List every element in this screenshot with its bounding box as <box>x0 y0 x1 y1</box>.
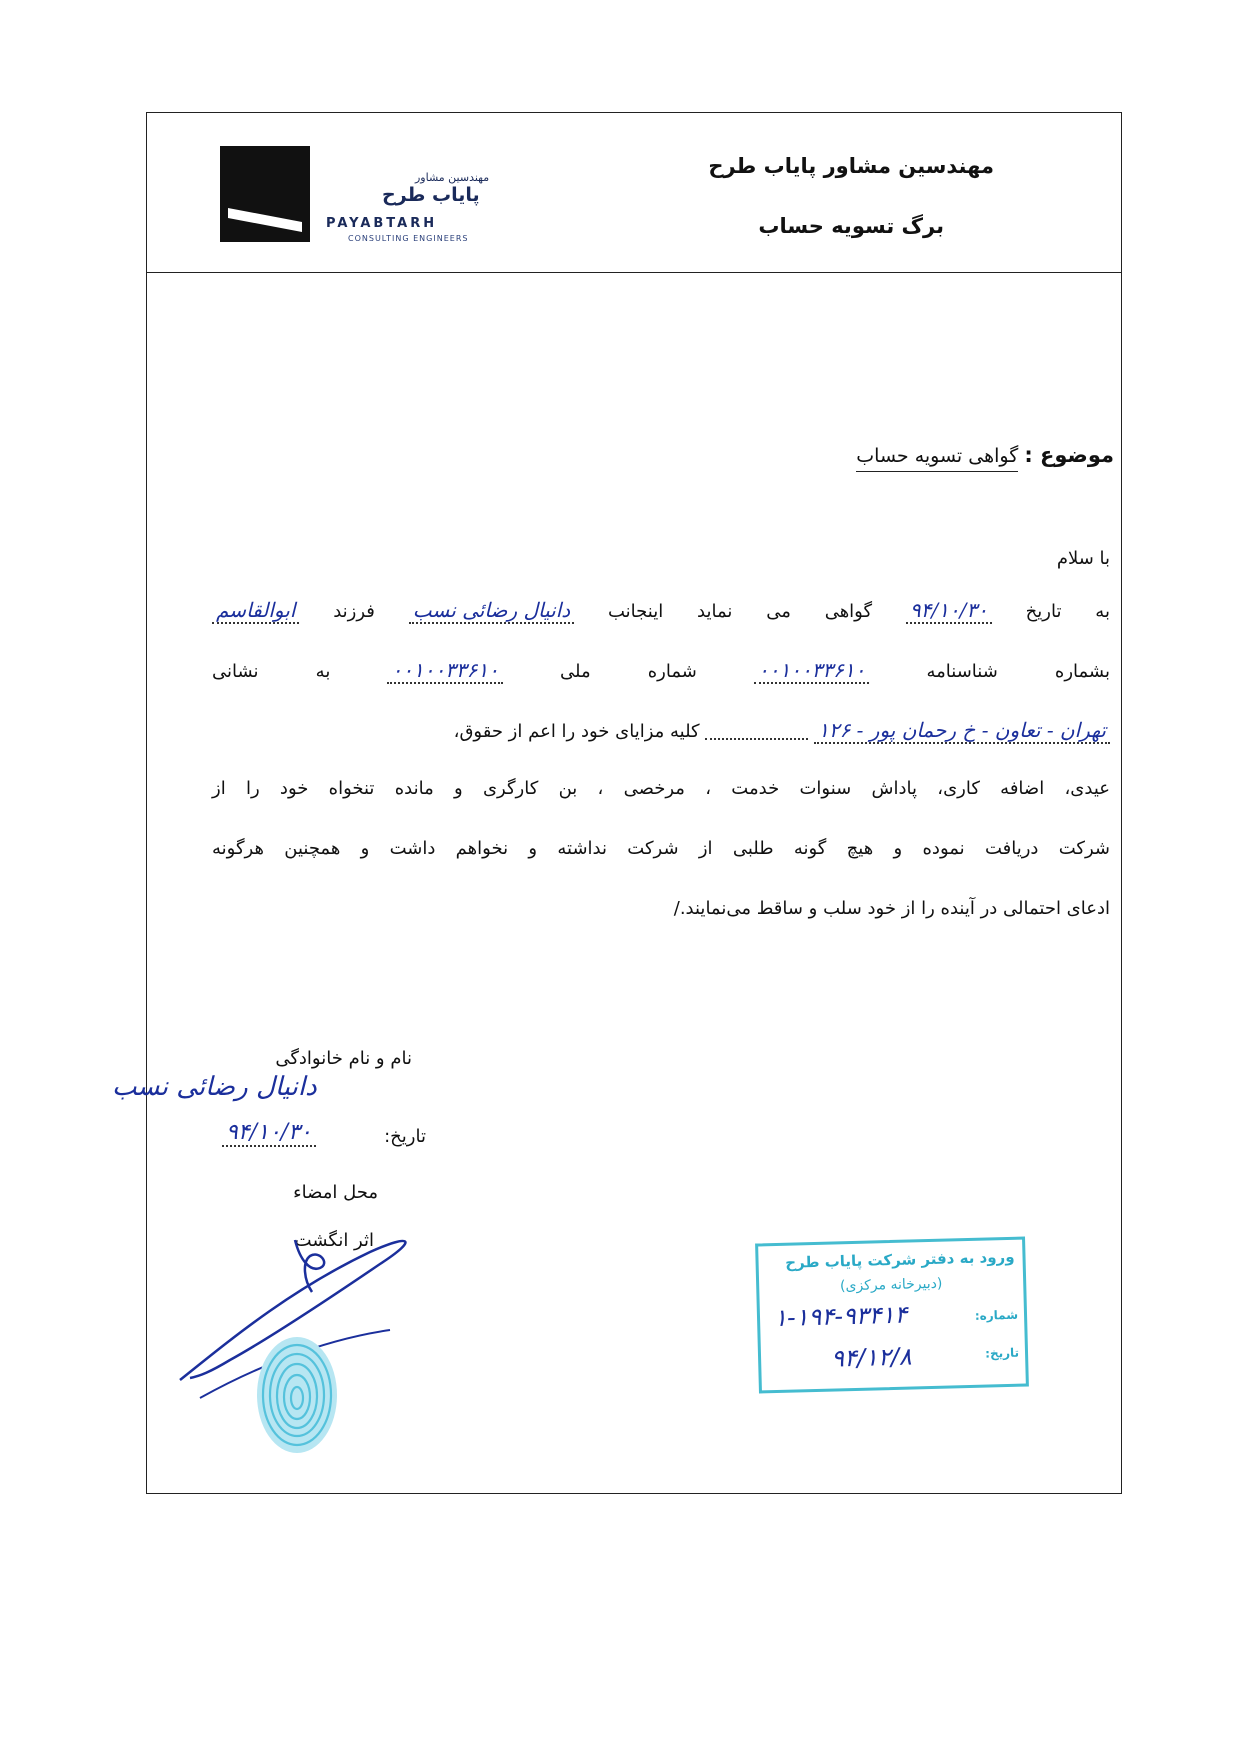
logo-mark-icon <box>220 146 310 242</box>
header-divider <box>146 272 1122 273</box>
subject-value: گواهی تسویه حساب <box>856 445 1018 472</box>
handwritten-signer-name: دانیال رضائی نسب <box>112 1072 317 1102</box>
dotted-blank <box>705 724 808 740</box>
body-line-4: عیدی، اضافه کاری، پاداش سنوات خدمت ، مرخصی ، بن کارگری و مانده تنخواه خود را از <box>212 778 1110 799</box>
text-segment: بشماره شناسنامه <box>926 661 1110 682</box>
logo-en-name: PAYABTARH <box>326 216 438 231</box>
logo-fa-name: پایاب طرح <box>382 184 480 206</box>
text-segment: شماره ملی <box>560 661 697 682</box>
body-line-2 <box>212 658 1110 684</box>
stamp-date-value: ۹۴/۱۲/۸ <box>830 1342 913 1373</box>
body-line-1 <box>212 598 1110 624</box>
signature-place-label: محل امضاء <box>293 1182 378 1203</box>
company-logo <box>220 146 510 256</box>
text-segment: به تاریخ <box>1025 601 1110 622</box>
stamp-line-1: ورود به دفتر شرکت پایاب طرح <box>785 1247 1015 1272</box>
registry-stamp <box>755 1236 1029 1393</box>
stamp-line-2: (دبیرخانه مرکزی) <box>839 1275 943 1295</box>
handwritten-sign-date: ۹۴/۱۰/۳۰ <box>222 1120 316 1147</box>
fingerprint-label: اثر انگشت <box>294 1230 374 1251</box>
handwritten-address: تهران - تعاون - خ رحمان پور - ۱۲۶ <box>814 718 1110 744</box>
text-segment: گواهی می نماید اینجانب <box>607 601 873 622</box>
text-segment: فرزند <box>333 601 375 622</box>
handwritten-national-number: ۰۰۱۰۰۳۳۶۱۰ <box>387 658 502 684</box>
body-line-6: ادعای احتمالی در آینده را از خود سلب و ساقط می‌نمایند./ <box>673 898 1110 919</box>
handwritten-father-name: ابوالقاسم <box>212 598 299 624</box>
subject-line <box>856 443 1114 467</box>
text-segment: به نشانی <box>212 661 331 682</box>
stamp-number-label: شماره: <box>974 1307 1019 1323</box>
form-title: برگ تسویه حساب <box>758 214 944 238</box>
handwritten-id-number: ۰۰۱۰۰۳۳۶۱۰ <box>754 658 869 684</box>
text-segment: کلیه مزایای خود را اعم از حقوق، <box>453 721 700 742</box>
logo-en-sub: CONSULTING ENGINEERS <box>348 234 469 243</box>
logo-fa-small: مهندسین مشاور <box>415 171 490 184</box>
handwritten-name: دانیال رضائی نسب <box>409 598 574 624</box>
company-name: مهندسین مشاور پایاب طرح <box>708 154 994 178</box>
handwritten-date: ۹۴/۱۰/۳۰ <box>906 598 992 624</box>
stamp-number-value: ۱-۱۹۴-۹۳۴۱۴ <box>773 1300 908 1333</box>
stamp-date-label: تاریخ: <box>984 1345 1020 1361</box>
body-line-5: شرکت دریافت نموده و هیچ گونه طلبی از شرکت نداشته و نخواهم داشت و همچنین هرگونه <box>212 838 1110 859</box>
greeting: با سلام <box>1056 548 1110 569</box>
name-label: نام و نام خانوادگی <box>275 1048 412 1069</box>
fingerprint-icon <box>250 1330 345 1460</box>
subject-label: موضوع : <box>1024 443 1114 467</box>
body-line-3 <box>212 718 1110 744</box>
date-label: تاریخ: <box>384 1126 426 1147</box>
